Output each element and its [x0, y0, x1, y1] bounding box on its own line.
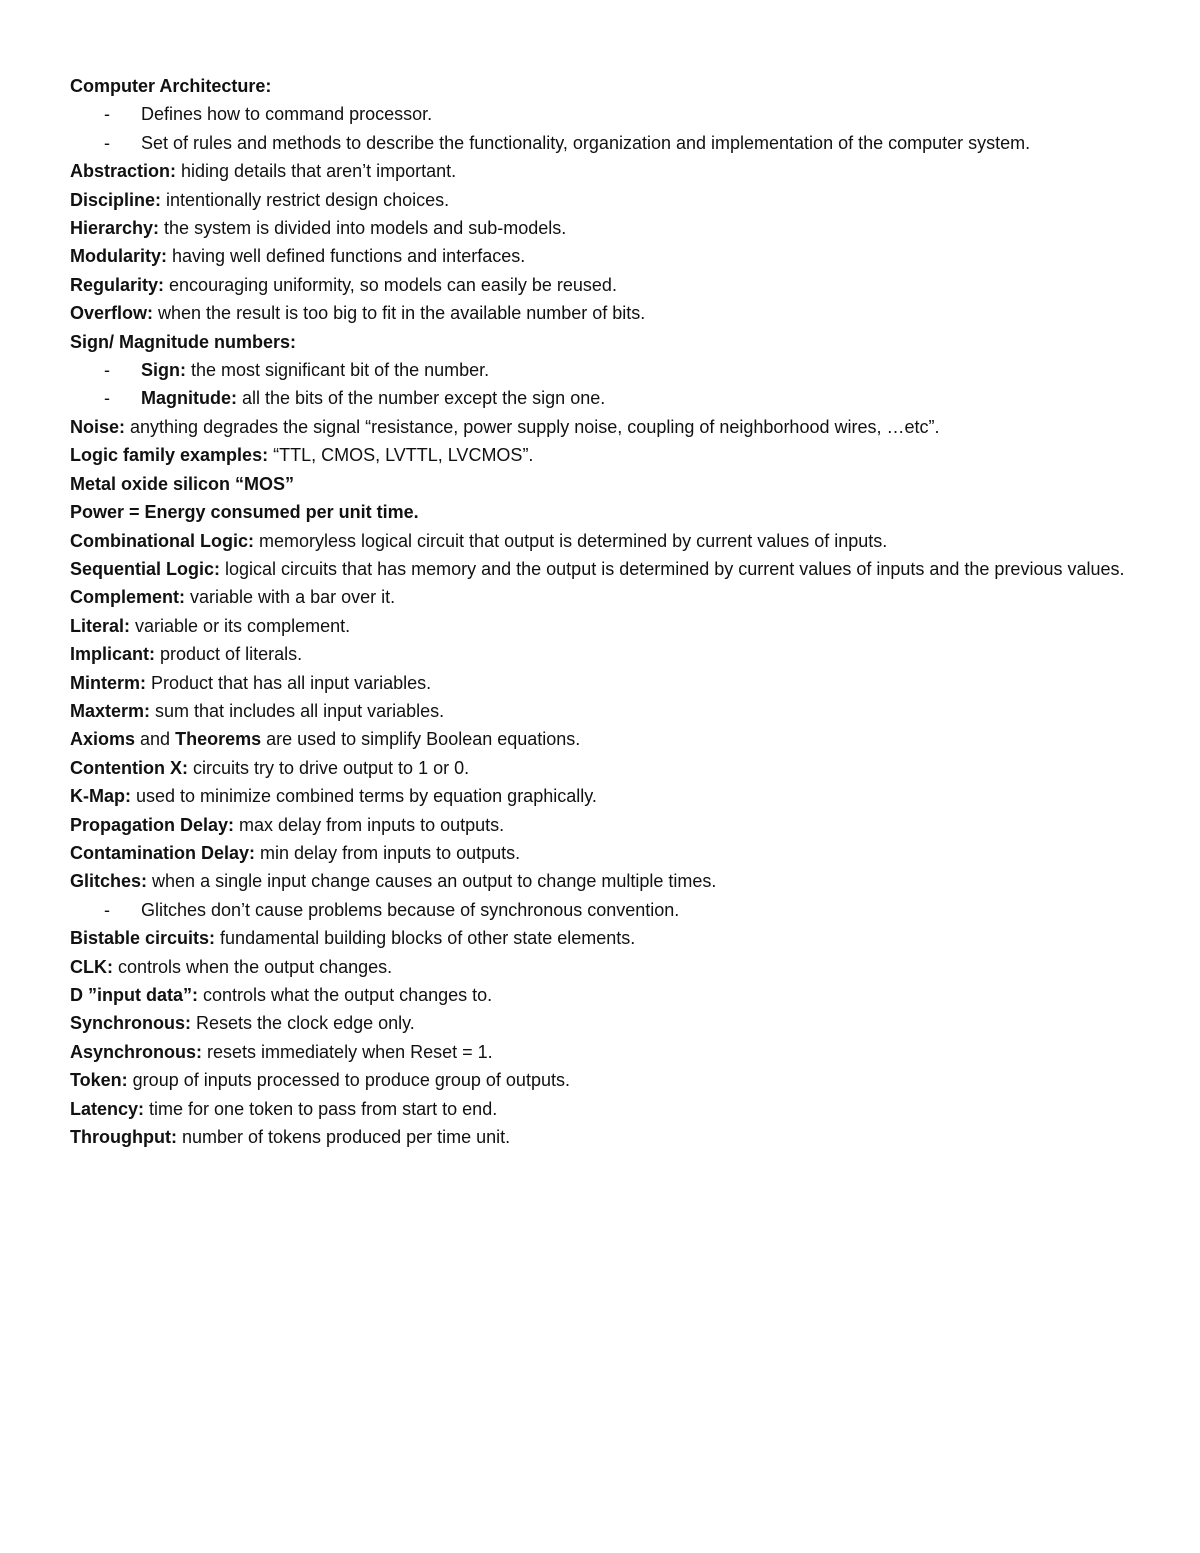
definition-abstraction: Abstraction: hiding details that aren’t important. [70, 161, 457, 182]
bullet-dash: - [104, 388, 110, 409]
heading-sign-magnitude: Sign/ Magnitude numbers: [70, 331, 297, 352]
definition-overflow: Overflow: when the result is too big to fit in the available number of bits. [70, 303, 646, 324]
definition-logic-family: Logic family examples: “TTL, CMOS, LVTTL, LVCMOS”. [70, 445, 534, 466]
list-item: - Magnitude: all the bits of the number except the sign one. [70, 384, 1140, 412]
definition-contention: Contention X: circuits try to drive output to 1 or 0. [70, 757, 470, 778]
definition-combinational-logic: Combinational Logic: memoryless logical circuit that output is determined by current values of inputs. [70, 530, 888, 551]
definition-synchronous: Synchronous: Resets the clock edge only. [70, 1013, 415, 1034]
definition-throughput: Throughput: number of tokens produced per time unit. [70, 1127, 511, 1148]
list-item: - Sign: the most significant bit of the number. [70, 356, 1140, 384]
definition-bistable-circuits: Bistable circuits: fundamental building blocks of other state elements. [70, 928, 636, 949]
definition-maxterm: Maxterm: sum that includes all input variables. [70, 700, 445, 721]
definition-discipline: Discipline: intentionally restrict design choices. [70, 189, 450, 210]
definition-minterm: Minterm: Product that has all input variables. [70, 672, 432, 693]
definition-propagation-delay: Propagation Delay: max delay from inputs to outputs. [70, 814, 505, 835]
definition-latency: Latency: time for one token to pass from start to end. [70, 1098, 498, 1119]
definition-noise: Noise: anything degrades the signal “resistance, power supply noise, coupling of neighborhood wires, …etc”. [70, 416, 940, 437]
document-page [70, 72, 1140, 1151]
list-item: - Defines how to command processor. [70, 100, 1140, 128]
definition-axioms-theorems: Axioms and Theorems are used to simplify Boolean equations. [70, 729, 581, 750]
definition-clk: CLK: controls when the output changes. [70, 956, 393, 977]
definition-token: Token: group of inputs processed to produce group of outputs. [70, 1070, 570, 1091]
definition-k-map: K-Map: used to minimize combined terms by equation graphically. [70, 786, 597, 807]
definition-modularity: Modularity: having well defined functions and interfaces. [70, 246, 526, 267]
definition-regularity: Regularity: encouraging uniformity, so models can easily be reused. [70, 274, 617, 295]
definition-asynchronous: Asynchronous: resets immediately when Reset = 1. [70, 1041, 493, 1062]
definition-sequential-logic: Sequential Logic: logical circuits that has memory and the output is determined by current values of inputs and the previous values. [70, 558, 1125, 579]
list-item: - Glitches don’t cause problems because of synchronous convention. [70, 896, 1140, 924]
definition-mos: Metal oxide silicon “MOS” [70, 473, 295, 494]
definition-contamination-delay: Contamination Delay: min delay from inputs to outputs. [70, 842, 521, 863]
bullet-dash: - [104, 360, 110, 381]
definition-power: Power = Energy consumed per unit time. [70, 502, 419, 523]
definition-hierarchy: Hierarchy: the system is divided into models and sub-models. [70, 218, 567, 239]
definition-d-input: D ”input data”: controls what the output changes to. [70, 985, 493, 1005]
bullet-dash: - [104, 104, 110, 125]
heading-computer-architecture: Computer Architecture: [70, 76, 272, 96]
bullet-dash: - [104, 899, 110, 920]
definition-glitches: Glitches: when a single input change causes an output to change multiple times. [70, 871, 717, 892]
definition-complement: Complement: variable with a bar over it. [70, 587, 396, 608]
definition-literal: Literal: variable or its complement. [70, 615, 351, 636]
list-item: - Set of rules and methods to describe the functionality, organization and implementation of the computer system. [70, 129, 1140, 157]
bullet-dash: - [104, 132, 110, 153]
definition-implicant: Implicant: product of literals. [70, 644, 303, 665]
